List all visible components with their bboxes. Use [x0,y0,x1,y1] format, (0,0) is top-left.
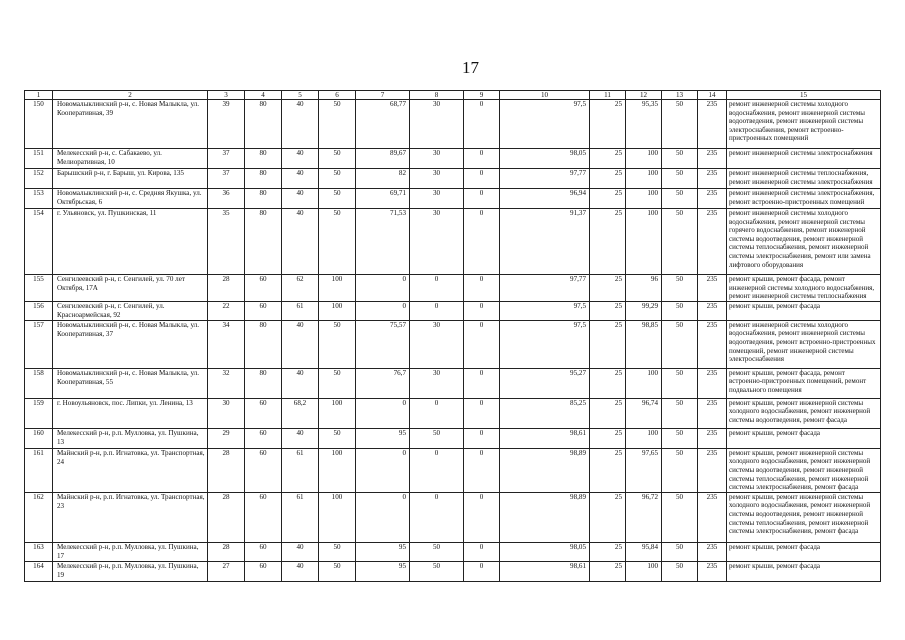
value-cell: 98,89 [500,448,590,492]
value-cell: 100 [626,149,662,169]
table-row [25,398,881,428]
value-cell: 40 [282,169,319,189]
value-cell: 40 [282,561,319,581]
value-cell: 50 [662,275,698,302]
value-cell: 50 [662,149,698,169]
value-cell: 80 [245,209,282,275]
table-row [25,561,881,581]
value-cell: 100 [626,209,662,275]
row-number: 150 [25,100,53,149]
value-cell: 60 [245,448,282,492]
value-cell: 50 [319,189,356,209]
value-cell: 25 [590,492,626,542]
value-cell: 71,53 [356,209,410,275]
column-header: 3 [208,91,245,100]
address-cell: Новомалыклинский р-н, с. Средняя Якушка, ул. Октябрьская, 6 [53,189,208,209]
value-cell: 60 [245,561,282,581]
value-cell: 50 [319,209,356,275]
works-cell: ремонт инженерной системы холодного водоснабжения, ремонт инженерной системы горячего водоснабжения, ремонт инженерной системы водоотведения, ремонт инженерной системы теплоснабжения, ремонт инженерной системы электроснабжения, ремонт или замена лифтового оборудования [727,209,881,275]
row-number: 159 [25,398,53,428]
row-number: 156 [25,301,53,320]
value-cell: 30 [410,169,464,189]
address-cell: Майнский р-н, р.п. Игнатовка, ул. Транспортная, 24 [53,448,208,492]
value-cell: 50 [319,542,356,561]
value-cell: 97,77 [500,169,590,189]
row-number: 158 [25,368,53,398]
value-cell: 95,27 [500,368,590,398]
works-cell: ремонт инженерной системы теплоснабжения, ремонт инженерной системы электроснабжения [727,169,881,189]
value-cell: 97,77 [500,275,590,302]
value-cell: 32 [208,368,245,398]
value-cell: 100 [626,561,662,581]
value-cell: 40 [282,368,319,398]
table-row [25,100,881,149]
value-cell: 50 [662,189,698,209]
value-cell: 0 [356,301,410,320]
value-cell: 50 [410,542,464,561]
value-cell: 50 [662,100,698,149]
value-cell: 0 [356,492,410,542]
value-cell: 235 [698,492,727,542]
value-cell: 40 [282,149,319,169]
value-cell: 80 [245,169,282,189]
row-number: 157 [25,320,53,368]
value-cell: 235 [698,561,727,581]
value-cell: 36 [208,189,245,209]
address-cell: Майнский р-н, р.п. Игнатовка, ул. Транспортная, 23 [53,492,208,542]
works-cell: ремонт крыши, ремонт инженерной системы холодного водоснабжения, ремонт инженерной системы водоотведения, ремонт фасада [727,398,881,428]
value-cell: 0 [464,301,500,320]
table-row [25,368,881,398]
row-number: 162 [25,492,53,542]
value-cell: 28 [208,542,245,561]
value-cell: 50 [662,561,698,581]
column-header: 2 [53,91,208,100]
value-cell: 29 [208,428,245,448]
works-cell: ремонт инженерной системы электроснабжения, ремонт встроенно-пристроенных помещений [727,189,881,209]
value-cell: 82 [356,169,410,189]
value-cell: 50 [662,492,698,542]
value-cell: 80 [245,320,282,368]
value-cell: 235 [698,368,727,398]
value-cell: 40 [282,428,319,448]
row-number: 163 [25,542,53,561]
table-row [25,492,881,542]
value-cell: 60 [245,398,282,428]
value-cell: 0 [464,169,500,189]
value-cell: 60 [245,428,282,448]
value-cell: 100 [319,448,356,492]
value-cell: 91,37 [500,209,590,275]
value-cell: 50 [662,301,698,320]
table-row [25,189,881,209]
value-cell: 34 [208,320,245,368]
value-cell: 30 [410,209,464,275]
value-cell: 0 [464,189,500,209]
value-cell: 95 [356,561,410,581]
address-cell: г. Ульяновск, ул. Пушкинская, 11 [53,209,208,275]
value-cell: 235 [698,149,727,169]
value-cell: 40 [282,542,319,561]
value-cell: 50 [319,428,356,448]
column-header: 6 [319,91,356,100]
value-cell: 50 [410,428,464,448]
value-cell: 25 [590,189,626,209]
address-cell: Мелекесский р-н, р.п. Мулловка, ул. Пушкина, 13 [53,428,208,448]
value-cell: 100 [319,301,356,320]
value-cell: 37 [208,169,245,189]
row-number: 155 [25,275,53,302]
value-cell: 25 [590,542,626,561]
table-row [25,301,881,320]
value-cell: 235 [698,100,727,149]
value-cell: 0 [464,492,500,542]
column-header: 11 [590,91,626,100]
value-cell: 80 [245,189,282,209]
value-cell: 0 [464,542,500,561]
value-cell: 97,5 [500,301,590,320]
value-cell: 96 [626,275,662,302]
value-cell: 80 [245,100,282,149]
value-cell: 30 [208,398,245,428]
column-header: 9 [464,91,500,100]
row-number: 154 [25,209,53,275]
value-cell: 85,25 [500,398,590,428]
value-cell: 50 [319,368,356,398]
value-cell: 75,57 [356,320,410,368]
works-cell: ремонт крыши, ремонт фасада [727,561,881,581]
value-cell: 100 [626,428,662,448]
value-cell: 98,61 [500,428,590,448]
value-cell: 235 [698,320,727,368]
value-cell: 95,84 [626,542,662,561]
value-cell: 25 [590,398,626,428]
value-cell: 35 [208,209,245,275]
address-cell: Мелекесский р-н, р.п. Мулловка, ул. Пушкина, 17 [53,542,208,561]
value-cell: 0 [464,448,500,492]
address-cell: Новомалыклинский р-н, с. Новая Малыкла, ул. Кооперативная, 55 [53,368,208,398]
value-cell: 40 [282,100,319,149]
value-cell: 98,89 [500,492,590,542]
value-cell: 50 [319,561,356,581]
value-cell: 100 [319,275,356,302]
table-row [25,428,881,448]
value-cell: 62 [282,275,319,302]
repair-table [24,90,881,582]
value-cell: 25 [590,428,626,448]
value-cell: 235 [698,189,727,209]
works-cell: ремонт крыши, ремонт инженерной системы холодного водоснабжения, ремонт инженерной системы водоотведения, ремонт инженерной системы теплоснабжения, ремонт инженерной системы электроснабжения, ремонт фасада [727,448,881,492]
value-cell: 50 [662,448,698,492]
value-cell: 97,65 [626,448,662,492]
value-cell: 235 [698,398,727,428]
value-cell: 50 [662,209,698,275]
value-cell: 50 [410,561,464,581]
value-cell: 89,67 [356,149,410,169]
value-cell: 100 [319,398,356,428]
value-cell: 30 [410,320,464,368]
column-header: 10 [500,91,590,100]
value-cell: 235 [698,428,727,448]
value-cell: 69,71 [356,189,410,209]
address-cell: Барышский р-н, г. Барыш, ул. Кирова, 135 [53,169,208,189]
value-cell: 80 [245,149,282,169]
value-cell: 0 [464,561,500,581]
row-number: 152 [25,169,53,189]
table-row [25,448,881,492]
value-cell: 28 [208,275,245,302]
column-header: 14 [698,91,727,100]
value-cell: 0 [410,448,464,492]
value-cell: 25 [590,209,626,275]
value-cell: 235 [698,542,727,561]
table-row [25,275,881,302]
value-cell: 235 [698,448,727,492]
table-row [25,542,881,561]
value-cell: 30 [410,189,464,209]
value-cell: 40 [282,320,319,368]
value-cell: 97,5 [500,320,590,368]
value-cell: 0 [410,301,464,320]
value-cell: 61 [282,448,319,492]
works-cell: ремонт инженерной системы холодного водоснабжения, ремонт инженерной системы водоотведения, ремонт инженерной системы электроснабжения, ремонт встроенно-пристроенных помещений [727,100,881,149]
value-cell: 61 [282,492,319,542]
value-cell: 68,77 [356,100,410,149]
column-numbers-row [25,91,881,100]
value-cell: 50 [319,169,356,189]
address-cell: г. Новоульяновск, пос. Липки, ул. Ленина, 13 [53,398,208,428]
value-cell: 50 [319,100,356,149]
column-header: 12 [626,91,662,100]
value-cell: 98,05 [500,542,590,561]
value-cell: 98,85 [626,320,662,368]
value-cell: 60 [245,275,282,302]
value-cell: 0 [464,320,500,368]
value-cell: 0 [356,275,410,302]
value-cell: 0 [464,398,500,428]
row-number: 164 [25,561,53,581]
works-cell: ремонт крыши, ремонт фасада [727,428,881,448]
value-cell: 0 [410,492,464,542]
column-header: 4 [245,91,282,100]
value-cell: 0 [410,275,464,302]
row-number: 153 [25,189,53,209]
value-cell: 28 [208,492,245,542]
value-cell: 60 [245,542,282,561]
works-cell: ремонт инженерной системы холодного водоснабжения, ремонт инженерной системы водоотведения, ремонт встроенно-пристроенных помещений, ремонт инженерной системы электроснабжения [727,320,881,368]
value-cell: 0 [464,275,500,302]
column-header: 1 [25,91,53,100]
table-row [25,320,881,368]
value-cell: 25 [590,149,626,169]
address-cell: Мелекесский р-н, с. Сабакаево, ул. Мелиоративная, 10 [53,149,208,169]
row-number: 151 [25,149,53,169]
value-cell: 39 [208,100,245,149]
value-cell: 95 [356,428,410,448]
value-cell: 96,94 [500,189,590,209]
value-cell: 27 [208,561,245,581]
value-cell: 25 [590,368,626,398]
address-cell: Сенгилеевский р-н, г. Сенгилей, ул. Красноармейская, 92 [53,301,208,320]
value-cell: 0 [464,100,500,149]
column-header: 8 [410,91,464,100]
value-cell: 0 [464,209,500,275]
value-cell: 235 [698,169,727,189]
value-cell: 25 [590,169,626,189]
row-number: 161 [25,448,53,492]
value-cell: 50 [662,398,698,428]
value-cell: 96,74 [626,398,662,428]
table-row [25,149,881,169]
works-cell: ремонт крыши, ремонт фасада [727,542,881,561]
value-cell: 30 [410,368,464,398]
value-cell: 235 [698,209,727,275]
works-cell: ремонт крыши, ремонт фасада, ремонт инженерной системы холодного водоснабжения, ремонт инженерной системы теплоснабжения [727,275,881,302]
value-cell: 37 [208,149,245,169]
value-cell: 61 [282,301,319,320]
value-cell: 60 [245,301,282,320]
value-cell: 98,61 [500,561,590,581]
page-number: 17 [462,58,479,77]
value-cell: 25 [590,275,626,302]
column-header: 7 [356,91,410,100]
value-cell: 50 [662,542,698,561]
works-cell: ремонт инженерной системы электроснабжения [727,149,881,169]
address-cell: Новомалыклинский р-н, с. Новая Малыкла, ул. Кооперативная, 39 [53,100,208,149]
value-cell: 0 [464,428,500,448]
value-cell: 25 [590,448,626,492]
table-row [25,209,881,275]
value-cell: 80 [245,368,282,398]
column-header: 5 [282,91,319,100]
value-cell: 100 [626,169,662,189]
value-cell: 97,5 [500,100,590,149]
value-cell: 235 [698,275,727,302]
value-cell: 28 [208,448,245,492]
value-cell: 68,2 [282,398,319,428]
value-cell: 60 [245,492,282,542]
value-cell: 50 [319,149,356,169]
value-cell: 0 [356,398,410,428]
value-cell: 40 [282,189,319,209]
value-cell: 0 [356,448,410,492]
address-cell: Сенгилеевский р-н, г. Сенгилей, ул. 70 лет Октября, 17А [53,275,208,302]
value-cell: 50 [662,428,698,448]
table-row [25,169,881,189]
works-cell: ремонт крыши, ремонт фасада [727,301,881,320]
value-cell: 25 [590,561,626,581]
value-cell: 99,29 [626,301,662,320]
value-cell: 0 [464,149,500,169]
address-cell: Новомалыклинский р-н, с. Новая Малыкла, ул. Кооперативная, 37 [53,320,208,368]
value-cell: 50 [662,368,698,398]
address-cell: Мелекесский р-н, р.п. Мулловка, ул. Пушкина, 19 [53,561,208,581]
value-cell: 50 [662,169,698,189]
value-cell: 95 [356,542,410,561]
value-cell: 235 [698,301,727,320]
value-cell: 76,7 [356,368,410,398]
value-cell: 0 [464,368,500,398]
value-cell: 25 [590,100,626,149]
works-cell: ремонт крыши, ремонт инженерной системы холодного водоснабжения, ремонт инженерной системы водоотведения, ремонт инженерной системы теплоснабжения, ремонт инженерной системы электроснабжения, ремонт фасада [727,492,881,542]
value-cell: 100 [319,492,356,542]
value-cell: 22 [208,301,245,320]
value-cell: 95,35 [626,100,662,149]
value-cell: 25 [590,301,626,320]
value-cell: 0 [410,398,464,428]
value-cell: 40 [282,209,319,275]
row-number: 160 [25,428,53,448]
value-cell: 25 [590,320,626,368]
works-cell: ремонт крыши, ремонт фасада, ремонт встроенно-пристроенных помещений, ремонт подвального помещения [727,368,881,398]
value-cell: 100 [626,189,662,209]
value-cell: 30 [410,149,464,169]
value-cell: 98,05 [500,149,590,169]
column-header: 15 [727,91,881,100]
column-header: 13 [662,91,698,100]
value-cell: 50 [319,320,356,368]
value-cell: 100 [626,368,662,398]
value-cell: 30 [410,100,464,149]
value-cell: 96,72 [626,492,662,542]
value-cell: 50 [662,320,698,368]
